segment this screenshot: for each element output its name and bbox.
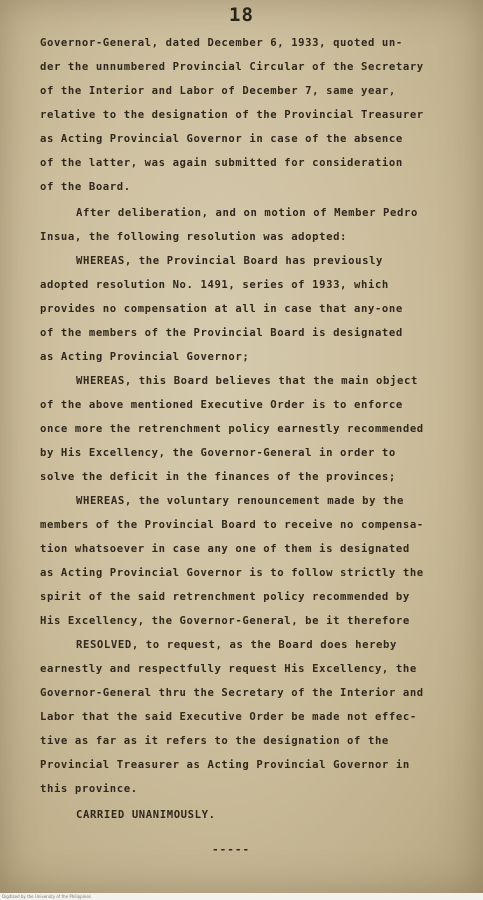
body-line: der the unnumbered Provincial Circular of the Secretary [40,61,424,73]
body-line: tive as far as it refers to the designation of the [40,735,389,747]
body-line: of the members of the Provincial Board is designated [40,327,403,339]
body-line: Governor-General thru the Secretary of the Interior and [40,687,424,699]
body-line: CARRIED UNANIMOUSLY. [76,809,216,821]
body-line: of the Board. [40,181,131,193]
body-line: as Acting Provincial Governor; [40,351,250,363]
body-line: WHEREAS, the Provincial Board has previously [76,255,384,267]
body-line: tion whatsoever in case any one of them is designated [40,543,410,555]
body-line: RESOLVED, to request, as the Board does hereby [76,639,397,651]
body-line: WHEREAS, the voluntary renouncement made by the [76,495,404,507]
body-line: Labor that the said Executive Order be made not effec- [40,711,417,723]
body-line: of the above mentioned Executive Order is to enforce [40,399,403,411]
body-line: After deliberation, and on motion of Member Pedro [76,207,418,219]
body-line: solve the deficit in the finances of the provinces; [40,471,396,483]
body-line: Provincial Treasurer as Acting Provincial Governor in [40,759,410,771]
closing-mark: ----- [212,843,251,856]
body-line: this province. [40,783,138,795]
body-line: spirit of the said retrenchment policy recommended by [40,591,410,603]
body-line: of the latter, was again submitted for consideration [40,157,403,169]
body-line: relative to the designation of the Provincial Treasurer [40,109,424,121]
body-line: His Excellency, the Governor-General, be it therefore [40,615,410,627]
body-line: of the Interior and Labor of December 7, same year, [40,85,396,97]
body-line: Governor-General, dated December 6, 1933, quoted un- [40,37,403,49]
page-number: 18 [229,4,254,26]
body-line: members of the Provincial Board to receive no compensa- [40,519,424,531]
body-line: earnestly and respectfully request His Excellency, the [40,663,417,675]
body-line: adopted resolution No. 1491, series of 1933, which [40,279,389,291]
body-line: WHEREAS, this Board believes that the main object [76,375,418,387]
body-line: provides no compensation at all in case that any-one [40,303,403,315]
body-line: as Acting Provincial Governor in case of the absence [40,133,403,145]
footer-credit: Digitized by the University of the Philippines [2,894,91,899]
body-line: as Acting Provincial Governor is to follow strictly the [40,567,424,579]
body-line: once more the retrenchment policy earnestly recommended [40,423,424,435]
body-line: Insua, the following resolution was adopted: [40,231,348,243]
body-line: by His Excellency, the Governor-General in order to [40,447,396,459]
